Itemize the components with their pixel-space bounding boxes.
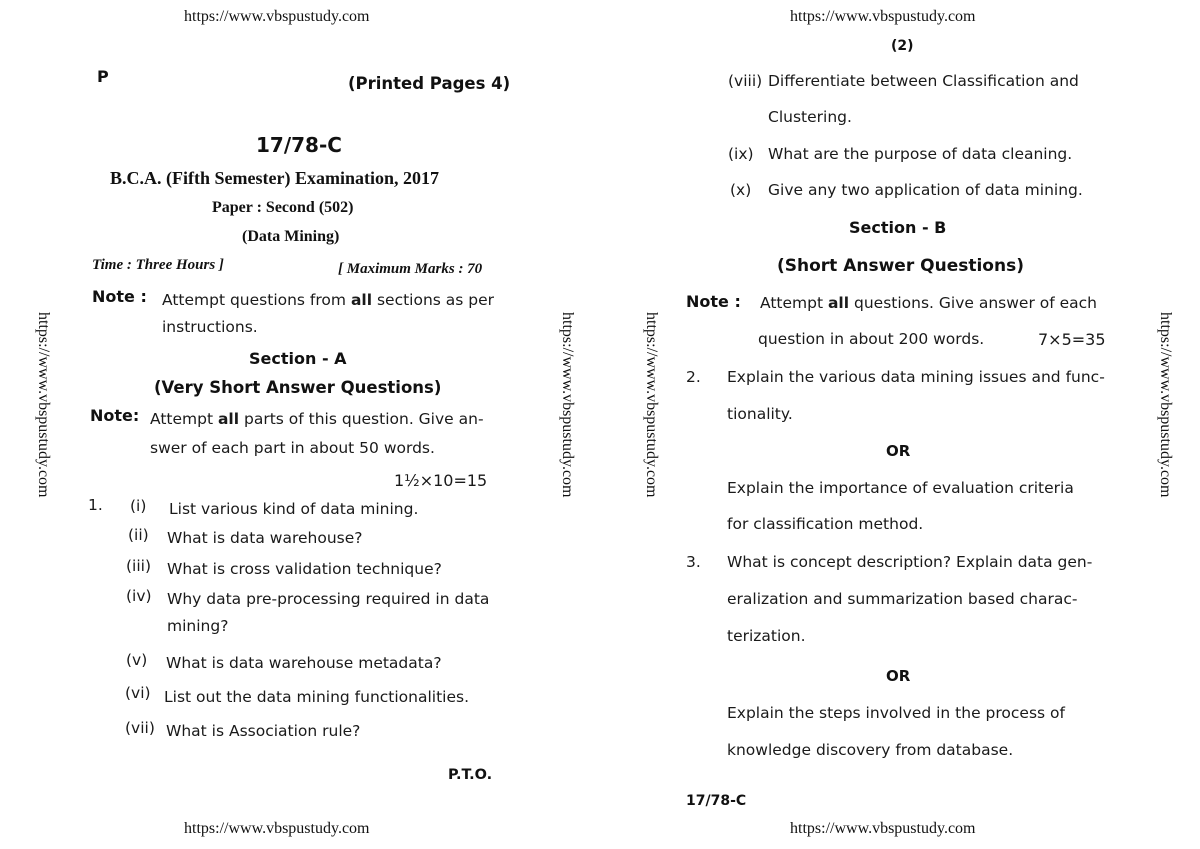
marks-section-b: 7×5=35 xyxy=(1038,330,1106,349)
q3-alt-line-1: Explain the steps involved in the process of xyxy=(727,704,1065,722)
item-text: What is data warehouse metadata? xyxy=(166,654,442,672)
note2-line-2: swer of each part in about 50 words. xyxy=(150,439,435,457)
item-text: What is cross validation technique? xyxy=(167,560,442,578)
printed-pages: (Printed Pages 4) xyxy=(348,74,511,93)
paper-code-footer: 17/78-C xyxy=(686,793,747,809)
item-text: What is Association rule? xyxy=(166,722,361,740)
q3-line-3: terization. xyxy=(727,627,806,645)
item-num: (vi) xyxy=(125,684,151,702)
note2-text-all: all xyxy=(217,410,240,428)
max-marks-label: [ Maximum Marks : 70 xyxy=(338,261,483,277)
p-mark: P xyxy=(97,67,109,86)
note-line-2: instructions. xyxy=(162,318,258,336)
q2-number: 2. xyxy=(686,368,701,386)
note-b-text-a: Attempt xyxy=(760,294,828,312)
note-b-line-1 xyxy=(760,294,1097,312)
side-url-page2-right[interactable]: https://www.vbspustudy.com xyxy=(1157,312,1174,498)
item-text: What are the purpose of data cleaning. xyxy=(768,145,1073,163)
page-number: (2) xyxy=(891,38,914,54)
section-b-heading: Section - B xyxy=(849,218,947,237)
subject-title: (Data Mining) xyxy=(242,228,340,245)
paper-code: 17/78-C xyxy=(256,133,342,157)
item-num: (v) xyxy=(126,651,148,669)
item-num: (x) xyxy=(730,181,752,199)
item-num: (ix) xyxy=(728,145,754,163)
note-text-c: sections as per xyxy=(372,291,495,309)
header-url-left[interactable]: https://www.vbspustudy.com xyxy=(184,8,370,25)
q3-line-2: eralization and summarization based charac- xyxy=(727,590,1078,608)
section-b-subheading: (Short Answer Questions) xyxy=(777,256,1024,276)
note-label: Note : xyxy=(92,287,147,306)
q2-line-1: Explain the various data mining issues and func- xyxy=(727,368,1105,386)
or-label-2: OR xyxy=(886,667,911,685)
section-a-subheading: (Very Short Answer Questions) xyxy=(154,378,442,397)
q2-line-2: tionality. xyxy=(727,405,793,423)
note2-text-c: parts of this question. Give an- xyxy=(239,410,484,428)
note-text-a: Attempt questions from xyxy=(162,291,351,309)
note-text-all: all xyxy=(350,291,373,309)
footer-url-right[interactable]: https://www.vbspustudy.com xyxy=(790,820,976,837)
item-text: List out the data mining functionalities. xyxy=(164,688,470,706)
footer-url-left[interactable]: https://www.vbspustudy.com xyxy=(184,820,370,837)
note2-line-1 xyxy=(150,410,484,428)
note2-label: Note: xyxy=(90,406,140,425)
pto-label: P.T.O. xyxy=(448,767,493,783)
item-num: (iv) xyxy=(126,587,152,605)
q3-number: 3. xyxy=(686,553,701,571)
paper-title: Paper : Second (502) xyxy=(212,199,354,216)
marks-section-a: 1½×10=15 xyxy=(394,471,488,490)
item-text-cont: Clustering. xyxy=(768,108,852,126)
item-num: (iii) xyxy=(126,557,152,575)
item-num: (i) xyxy=(130,497,147,515)
q2-alt-line-1: Explain the importance of evaluation criteria xyxy=(727,479,1074,497)
item-text: Differentiate between Classification and xyxy=(768,72,1079,90)
q3-line-1: What is concept description? Explain data gen- xyxy=(727,553,1093,571)
item-text: Why data pre-processing required in data xyxy=(167,590,490,608)
or-label-1: OR xyxy=(886,442,911,460)
note2-text-a: Attempt xyxy=(150,410,218,428)
item-text-cont: mining? xyxy=(167,617,229,635)
item-num: (vii) xyxy=(125,719,155,737)
item-text: What is data warehouse? xyxy=(167,529,363,547)
section-a-heading: Section - A xyxy=(249,349,347,368)
exam-title: B.C.A. (Fifth Semester) Examination, 2017 xyxy=(110,168,439,188)
side-url-page1-right[interactable]: https://www.vbspustudy.com xyxy=(559,312,576,498)
item-num: (ii) xyxy=(128,526,149,544)
time-label: Time : Three Hours ] xyxy=(92,257,224,273)
item-text: Give any two application of data mining. xyxy=(768,181,1083,199)
q1-number: 1. xyxy=(88,496,103,514)
header-url-right[interactable]: https://www.vbspustudy.com xyxy=(790,8,976,25)
q2-alt-line-2: for classification method. xyxy=(727,515,924,533)
note-label-b: Note : xyxy=(686,292,741,311)
note-b-line-2: question in about 200 words. xyxy=(758,330,985,348)
q3-alt-line-2: knowledge discovery from database. xyxy=(727,741,1014,759)
item-num: (viii) xyxy=(728,72,763,90)
note-b-text-c: questions. Give answer of each xyxy=(849,294,1097,312)
side-url-page1-left[interactable]: https://www.vbspustudy.com xyxy=(35,312,52,498)
note-line-1 xyxy=(162,291,494,309)
note-b-text-all: all xyxy=(827,294,850,312)
side-url-page2-left[interactable]: https://www.vbspustudy.com xyxy=(643,312,660,498)
item-text: List various kind of data mining. xyxy=(169,500,419,518)
